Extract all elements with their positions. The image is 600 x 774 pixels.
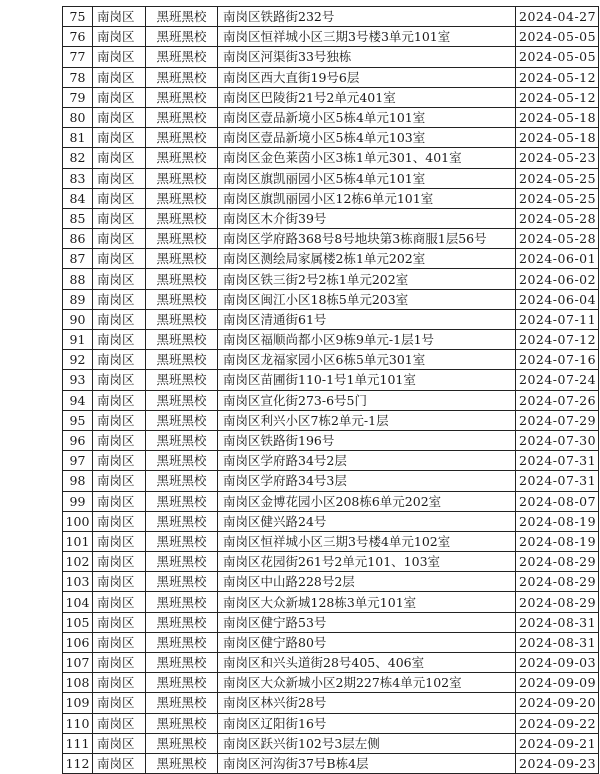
row-number: 79 — [63, 87, 93, 107]
table-row — [63, 7, 599, 27]
row-number: 109 — [63, 693, 93, 713]
date-cell: 2024-05-18 — [516, 107, 599, 127]
district-cell: 南岗区 — [93, 653, 146, 673]
date-cell: 2024-07-30 — [516, 430, 599, 450]
district-cell: 南岗区 — [93, 713, 146, 733]
table-row — [63, 693, 599, 713]
district-cell: 南岗区 — [93, 269, 146, 289]
district-cell: 南岗区 — [93, 330, 146, 350]
district-cell: 南岗区 — [93, 511, 146, 531]
row-number: 98 — [63, 471, 93, 491]
row-number: 76 — [63, 27, 93, 47]
category-cell: 黑班黑校 — [146, 350, 218, 370]
category-cell: 黑班黑校 — [146, 47, 218, 67]
district-cell: 南岗区 — [93, 673, 146, 693]
table-row — [63, 370, 599, 390]
district-cell: 南岗区 — [93, 471, 146, 491]
table-row — [63, 47, 599, 67]
table-row — [63, 753, 599, 773]
category-cell: 黑班黑校 — [146, 632, 218, 652]
date-cell: 2024-05-28 — [516, 208, 599, 228]
district-cell: 南岗区 — [93, 693, 146, 713]
date-cell: 2024-09-23 — [516, 753, 599, 773]
address-cell: 南岗区铁三街2号2栋1单元202室 — [218, 269, 516, 289]
row-number: 88 — [63, 269, 93, 289]
address-cell: 南岗区金博花园小区208栋6单元202室 — [218, 491, 516, 511]
table-row — [63, 451, 599, 471]
category-cell: 黑班黑校 — [146, 269, 218, 289]
date-cell: 2024-07-26 — [516, 390, 599, 410]
address-cell: 南岗区旗凯丽园小区5栋4单元101室 — [218, 168, 516, 188]
table-row — [63, 148, 599, 168]
date-cell: 2024-05-12 — [516, 67, 599, 87]
date-cell: 2024-07-31 — [516, 471, 599, 491]
address-cell: 南岗区铁路街232号 — [218, 7, 516, 27]
date-cell: 2024-04-27 — [516, 7, 599, 27]
category-cell: 黑班黑校 — [146, 67, 218, 87]
address-cell: 南岗区闽江小区18栋5单元203室 — [218, 289, 516, 309]
district-cell: 南岗区 — [93, 592, 146, 612]
row-number: 92 — [63, 350, 93, 370]
category-cell: 黑班黑校 — [146, 511, 218, 531]
category-cell: 黑班黑校 — [146, 128, 218, 148]
address-cell: 南岗区中山路228号2层 — [218, 572, 516, 592]
table-row — [63, 249, 599, 269]
date-cell: 2024-06-02 — [516, 269, 599, 289]
date-cell: 2024-05-25 — [516, 168, 599, 188]
address-cell: 南岗区恒祥城小区三期3号楼3单元101室 — [218, 27, 516, 47]
category-cell: 黑班黑校 — [146, 653, 218, 673]
district-cell: 南岗区 — [93, 612, 146, 632]
address-cell: 南岗区巴陵街21号2单元401室 — [218, 87, 516, 107]
district-cell: 南岗区 — [93, 491, 146, 511]
date-cell: 2024-07-24 — [516, 370, 599, 390]
district-cell: 南岗区 — [93, 7, 146, 27]
row-number: 104 — [63, 592, 93, 612]
district-cell: 南岗区 — [93, 168, 146, 188]
address-cell: 南岗区健宁路53号 — [218, 612, 516, 632]
row-number: 105 — [63, 612, 93, 632]
row-number: 111 — [63, 733, 93, 753]
address-cell: 南岗区学府路34号2层 — [218, 451, 516, 471]
table-row — [63, 269, 599, 289]
table-row — [63, 309, 599, 329]
category-cell: 黑班黑校 — [146, 572, 218, 592]
category-cell: 黑班黑校 — [146, 208, 218, 228]
table-row — [63, 531, 599, 551]
document-page — [62, 6, 598, 774]
row-number: 87 — [63, 249, 93, 269]
date-cell: 2024-05-25 — [516, 188, 599, 208]
district-cell: 南岗区 — [93, 753, 146, 773]
date-cell: 2024-05-05 — [516, 27, 599, 47]
date-cell: 2024-08-29 — [516, 592, 599, 612]
address-cell: 南岗区铁路街196号 — [218, 430, 516, 450]
district-cell: 南岗区 — [93, 451, 146, 471]
date-cell: 2024-07-11 — [516, 309, 599, 329]
address-cell: 南岗区苗圃街110-1号1单元101室 — [218, 370, 516, 390]
date-cell: 2024-06-04 — [516, 289, 599, 309]
table-row — [63, 168, 599, 188]
table-row — [63, 592, 599, 612]
date-cell: 2024-08-07 — [516, 491, 599, 511]
date-cell: 2024-09-09 — [516, 673, 599, 693]
date-cell: 2024-07-12 — [516, 330, 599, 350]
row-number: 82 — [63, 148, 93, 168]
date-cell: 2024-05-23 — [516, 148, 599, 168]
address-cell: 南岗区西大直街19号6层 — [218, 67, 516, 87]
table-row — [63, 471, 599, 491]
address-cell: 南岗区恒祥城小区三期3号楼4单元102室 — [218, 531, 516, 551]
row-number: 95 — [63, 410, 93, 430]
district-cell: 南岗区 — [93, 208, 146, 228]
date-cell: 2024-08-29 — [516, 572, 599, 592]
row-number: 106 — [63, 632, 93, 652]
address-cell: 南岗区河渠街33号独栋 — [218, 47, 516, 67]
row-number: 93 — [63, 370, 93, 390]
district-cell: 南岗区 — [93, 87, 146, 107]
date-cell: 2024-09-21 — [516, 733, 599, 753]
row-number: 103 — [63, 572, 93, 592]
district-cell: 南岗区 — [93, 632, 146, 652]
date-cell: 2024-05-05 — [516, 47, 599, 67]
table-row — [63, 511, 599, 531]
category-cell: 黑班黑校 — [146, 289, 218, 309]
date-cell: 2024-08-19 — [516, 511, 599, 531]
district-cell: 南岗区 — [93, 67, 146, 87]
category-cell: 黑班黑校 — [146, 87, 218, 107]
district-cell: 南岗区 — [93, 107, 146, 127]
table-row — [63, 733, 599, 753]
address-cell: 南岗区利兴小区7栋2单元-1层 — [218, 410, 516, 430]
category-cell: 黑班黑校 — [146, 673, 218, 693]
address-cell: 南岗区健宁路80号 — [218, 632, 516, 652]
district-cell: 南岗区 — [93, 552, 146, 572]
category-cell: 黑班黑校 — [146, 410, 218, 430]
records-table — [62, 6, 599, 774]
district-cell: 南岗区 — [93, 572, 146, 592]
date-cell: 2024-09-20 — [516, 693, 599, 713]
date-cell: 2024-08-19 — [516, 531, 599, 551]
date-cell: 2024-07-29 — [516, 410, 599, 430]
address-cell: 南岗区跃兴街102号3层左侧 — [218, 733, 516, 753]
district-cell: 南岗区 — [93, 229, 146, 249]
category-cell: 黑班黑校 — [146, 471, 218, 491]
category-cell: 黑班黑校 — [146, 309, 218, 329]
address-cell: 南岗区大众新城小区2期227栋4单元102室 — [218, 673, 516, 693]
address-cell: 南岗区花园街261号2单元101、103室 — [218, 552, 516, 572]
category-cell: 黑班黑校 — [146, 148, 218, 168]
date-cell: 2024-09-03 — [516, 653, 599, 673]
category-cell: 黑班黑校 — [146, 612, 218, 632]
row-number: 80 — [63, 107, 93, 127]
table-row — [63, 713, 599, 733]
row-number: 89 — [63, 289, 93, 309]
table-row — [63, 27, 599, 47]
address-cell: 南岗区林兴街28号 — [218, 693, 516, 713]
table-row — [63, 350, 599, 370]
row-number: 84 — [63, 188, 93, 208]
category-cell: 黑班黑校 — [146, 390, 218, 410]
table-row — [63, 632, 599, 652]
date-cell: 2024-08-29 — [516, 552, 599, 572]
address-cell: 南岗区河沟街37号B栋4层 — [218, 753, 516, 773]
address-cell: 南岗区龙福家园小区6栋5单元301室 — [218, 350, 516, 370]
category-cell: 黑班黑校 — [146, 552, 218, 572]
district-cell: 南岗区 — [93, 410, 146, 430]
category-cell: 黑班黑校 — [146, 753, 218, 773]
category-cell: 黑班黑校 — [146, 229, 218, 249]
category-cell: 黑班黑校 — [146, 370, 218, 390]
row-number: 99 — [63, 491, 93, 511]
district-cell: 南岗区 — [93, 27, 146, 47]
category-cell: 黑班黑校 — [146, 188, 218, 208]
date-cell: 2024-05-28 — [516, 229, 599, 249]
district-cell: 南岗区 — [93, 370, 146, 390]
address-cell: 南岗区大众新城128栋3单元101室 — [218, 592, 516, 612]
category-cell: 黑班黑校 — [146, 733, 218, 753]
table-row — [63, 289, 599, 309]
address-cell: 南岗区壹品新境小区5栋4单元101室 — [218, 107, 516, 127]
address-cell: 南岗区金色莱茵小区3栋1单元301、401室 — [218, 148, 516, 168]
category-cell: 黑班黑校 — [146, 713, 218, 733]
address-cell: 南岗区壹品新境小区5栋4单元103室 — [218, 128, 516, 148]
category-cell: 黑班黑校 — [146, 592, 218, 612]
district-cell: 南岗区 — [93, 531, 146, 551]
table-row — [63, 107, 599, 127]
category-cell: 黑班黑校 — [146, 491, 218, 511]
date-cell: 2024-08-31 — [516, 632, 599, 652]
address-cell: 南岗区测绘局家属楼2栋1单元202室 — [218, 249, 516, 269]
address-cell: 南岗区健兴路24号 — [218, 511, 516, 531]
row-number: 97 — [63, 451, 93, 471]
address-cell: 南岗区宣化街273-6号5门 — [218, 390, 516, 410]
row-number: 94 — [63, 390, 93, 410]
category-cell: 黑班黑校 — [146, 107, 218, 127]
row-number: 83 — [63, 168, 93, 188]
table-row — [63, 67, 599, 87]
address-cell: 南岗区学府路34号3层 — [218, 471, 516, 491]
date-cell: 2024-07-31 — [516, 451, 599, 471]
category-cell: 黑班黑校 — [146, 168, 218, 188]
row-number: 90 — [63, 309, 93, 329]
category-cell: 黑班黑校 — [146, 27, 218, 47]
row-number: 86 — [63, 229, 93, 249]
row-number: 81 — [63, 128, 93, 148]
row-number: 102 — [63, 552, 93, 572]
table-row — [63, 208, 599, 228]
address-cell: 南岗区旗凯丽园小区12栋6单元101室 — [218, 188, 516, 208]
category-cell: 黑班黑校 — [146, 249, 218, 269]
table-row — [63, 188, 599, 208]
row-number: 101 — [63, 531, 93, 551]
table-row — [63, 390, 599, 410]
address-cell: 南岗区和兴头道街28号405、406室 — [218, 653, 516, 673]
date-cell: 2024-06-01 — [516, 249, 599, 269]
category-cell: 黑班黑校 — [146, 531, 218, 551]
district-cell: 南岗区 — [93, 733, 146, 753]
row-number: 75 — [63, 7, 93, 27]
table-row — [63, 572, 599, 592]
district-cell: 南岗区 — [93, 128, 146, 148]
row-number: 77 — [63, 47, 93, 67]
address-cell: 南岗区清通街61号 — [218, 309, 516, 329]
address-cell: 南岗区辽阳街16号 — [218, 713, 516, 733]
date-cell: 2024-05-12 — [516, 87, 599, 107]
row-number: 100 — [63, 511, 93, 531]
date-cell: 2024-05-18 — [516, 128, 599, 148]
table-row — [63, 552, 599, 572]
row-number: 91 — [63, 330, 93, 350]
table-row — [63, 410, 599, 430]
row-number: 108 — [63, 673, 93, 693]
date-cell: 2024-08-31 — [516, 612, 599, 632]
table-row — [63, 128, 599, 148]
district-cell: 南岗区 — [93, 309, 146, 329]
category-cell: 黑班黑校 — [146, 330, 218, 350]
row-number: 110 — [63, 713, 93, 733]
district-cell: 南岗区 — [93, 390, 146, 410]
row-number: 78 — [63, 67, 93, 87]
table-row — [63, 87, 599, 107]
category-cell: 黑班黑校 — [146, 430, 218, 450]
district-cell: 南岗区 — [93, 350, 146, 370]
table-row — [63, 491, 599, 511]
row-number: 112 — [63, 753, 93, 773]
date-cell: 2024-07-16 — [516, 350, 599, 370]
row-number: 96 — [63, 430, 93, 450]
district-cell: 南岗区 — [93, 249, 146, 269]
district-cell: 南岗区 — [93, 289, 146, 309]
row-number: 107 — [63, 653, 93, 673]
address-cell: 南岗区学府路368号8号地块第3栋商服1层56号 — [218, 229, 516, 249]
address-cell: 南岗区木介街39号 — [218, 208, 516, 228]
table-row — [63, 430, 599, 450]
category-cell: 黑班黑校 — [146, 451, 218, 471]
table-row — [63, 673, 599, 693]
category-cell: 黑班黑校 — [146, 7, 218, 27]
table-row — [63, 653, 599, 673]
records-table-body — [63, 7, 599, 774]
category-cell: 黑班黑校 — [146, 693, 218, 713]
district-cell: 南岗区 — [93, 430, 146, 450]
row-number: 85 — [63, 208, 93, 228]
address-cell: 南岗区福顺尚都小区9栋9单元-1层1号 — [218, 330, 516, 350]
district-cell: 南岗区 — [93, 188, 146, 208]
district-cell: 南岗区 — [93, 148, 146, 168]
table-row — [63, 330, 599, 350]
district-cell: 南岗区 — [93, 47, 146, 67]
table-row — [63, 612, 599, 632]
table-row — [63, 229, 599, 249]
date-cell: 2024-09-22 — [516, 713, 599, 733]
